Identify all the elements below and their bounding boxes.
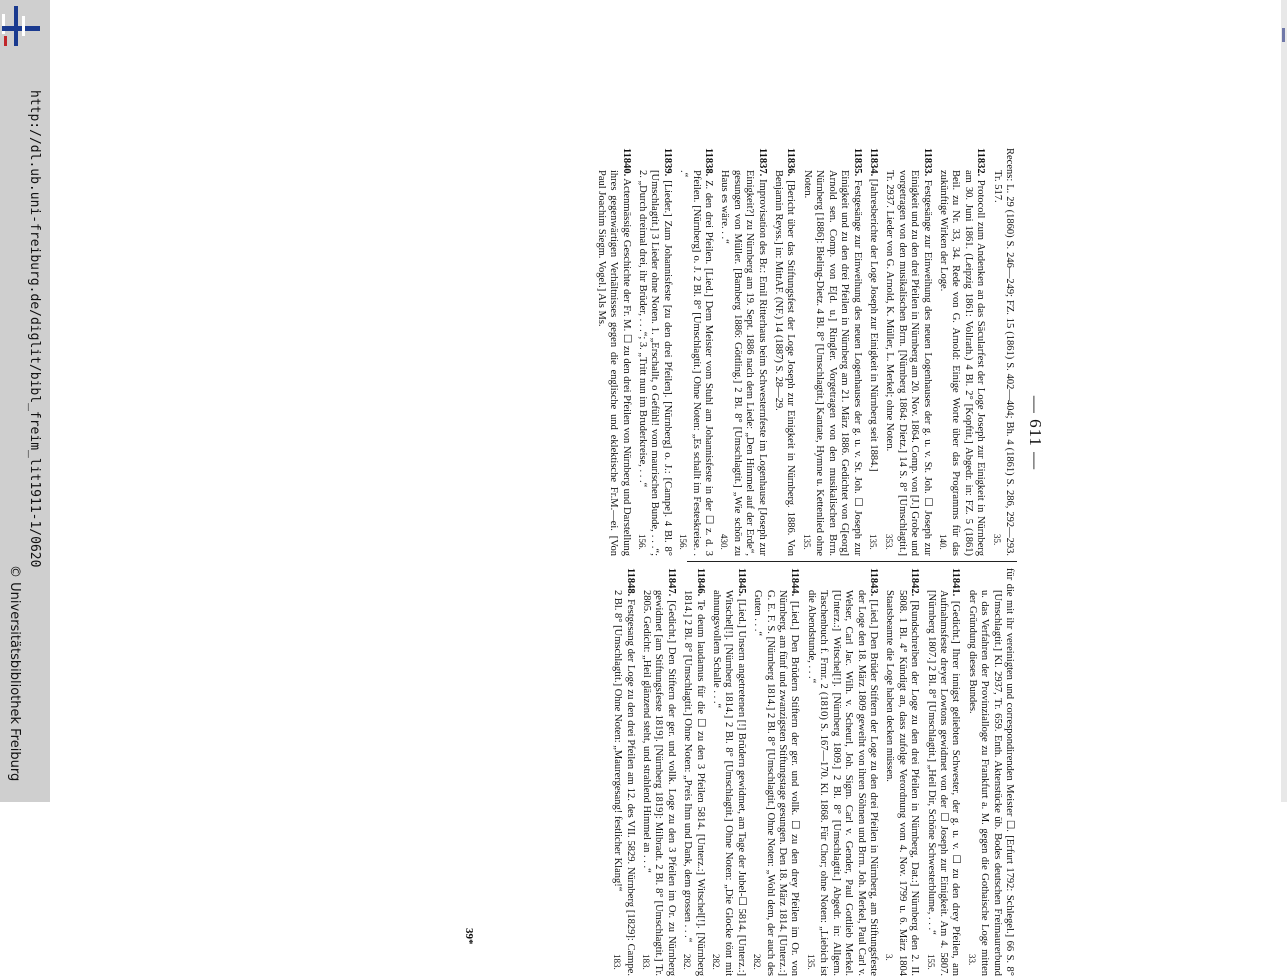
bibliography-entry: 11835. Festgesänge zur Einweihung des neuen Logenhauses der g. u. v. St. Joh. ☐ Joseph zur Einigkeit und zu den drei Pfeilen in Nürnberg am 21. März 1886. Gedichtet von G[eorg] Arnold sen. Comp. von E[d. u.] Ringler. Vorgetragen von den musikalischen Brrn. Nürnberg [1886]: Bieling-Dietz. 4 Bl. 8° [Umschlagtit.] Kantate, Hymne u. Kettenlied ohne Noten. 135.: [801, 148, 863, 557]
bibliography-entry: 11843. [Lied.] Den Brüder Stiftern der Loge zu den drei Pfeilen in Nürnberg, am Stiftungsfeste der Loge den 18. März 1809 geweiht von ihren Söhnen und Brrn. Joh. Merkel, Paul Carl v. Welser, Carl Jac. Wilh. v. Scheurl, Joh. Sigm. Carl v. Gender, Paul Gottlieb Merkel. [Unterz.:] Witschel[!]. [Nürnberg 1809.] 2 Bl. 8° [Umschlagtit.] Abgedr. in: Allgem. Taschenbuch f. Frmr. 2 (1810) S. 167—170. Kl. 1868. Für Chor; ohne Noten: „Liebich ist die Abendstunde, . . .“ 135.: [805, 568, 879, 976]
bibliography-entry: für die mit ihr vereinigten und correspondirenden Meister ☐. [Erfurt 1792: Schlegel.] 66 S. 8° [Umschlagtit.] Kl. 2937, Tr. 659. Enth. Aktenstücke üb. Bodes deutschen Freimaurerbund u. das Verfahren der Provinzialloge zu Frankfurt a. M. gegen die Gothaische Loge mitten der Gründung dieses Bundes. 33.: [966, 568, 1015, 976]
signature-mark: 39*: [463, 928, 475, 945]
entry-number: 11846.: [694, 568, 706, 597]
column-divider: [687, 561, 1017, 562]
entry-text: für die mit ihr vereinigten und correspondirenden Meister ☐. [Erfurt 1792: Schlegel.] 66 S. 8° [Umschlagtit.] Kl. 2937, Tr. 659. Enth. Aktenstücke üb. Bodes deutschen Freimaurerbund u. das Verfahren der Provinzialloge zu Frankfurt a. M. gegen die Gothaische Loge mitten der Gründung dieses Bundes.: [966, 568, 1015, 976]
entry-number: 11843.: [867, 568, 879, 597]
bibliography-entry: 11844. [Lied.] Den Brüdern Stiftern der ger. und vollk. ☐ zu den drey Pfeilen im Or. von Nürnberg, am fünf und zwanzigsten Stiftungstage gesungen. Den 18. März 1814. [Unterz.:] G. E. F. S. [Nürnberg 1814.] 2 Bl. 8° [Umschlagtit.] Ohne Noten: „Wohl dem, der auch des Guten . . .“ 282.: [752, 568, 801, 976]
bibliography-entry: 11832. Protocoll zum Andenken an das Säcularfest der Loge Joseph zur Einigkeit in Nürnberg am 30. Juni 1861. (Leipzig 1861: Vollrath.) 4 Bl. 2° [Kopftit.] Abgedr. in: FZ. 5 (1861) Beil. zu Nr. 33, 34. Rede von G. Arnold: Einige Worte über das Programms für das zukünftige Wirken der Loge. 140.: [937, 148, 987, 556]
scanned-page-viewport: [175, 0, 1275, 976]
entry-text: Actenmässige Geschichte der Fr. M. ☐ zu den drei Pfeilen von Nürnberg und Darstellung ihres gegenwärtigen Verhältnisses gegen die englische und eklektische Fr.M.—ei. [Von Paul Joachim Siegm. Vogel.] Als Ms.: [595, 170, 632, 556]
entry-number: 11845.: [735, 568, 747, 597]
entry-number: 11834.: [867, 148, 879, 177]
entry-number: 11837.: [756, 148, 768, 177]
page-number: — 611 —: [1026, 395, 1045, 471]
entry-number: 11833.: [921, 148, 933, 177]
bibliography-entry: 11841. [Gedicht.] Ihrer innigst geliebten Schwester, der g. u. v. ☐ zu den drey Pfeilen, am Aufnahmsfeste dreyer Lowtons gewidmet von der ☐ Joseph zur Einigkeit. Am 4. 5807. [Nürnberg 1807.] 2 Bl. 8° [Umschlagtit.] „Heil Dir, Schöne Schwesterblume, . . .“ 155.: [925, 568, 962, 976]
entry-text: [Lied.] Unsern angetretenen [!] Brüdern gewidmet, am Tage der Jubel-☐ 5814. [Unterz.:] Witschel[!]. [Nürnberg 1814.] 2 Bl. 8° [Umschlagtit.] Ohne Noten: „Die Glocke tönt mit ahnungsvollem Schalle . . .“: [711, 590, 747, 976]
bibliography-entry: 11837. Improvisation des Br.: Emil Ritterhaus beim Schwesternfeste im Logenhause [Joseph zur Einigkeit?] zu Nürnberg am 19. Sept. 1886 nach dem Liede: „Den Himmel auf der Erde“, gesungen von Müller. [Bamberg 1886: Göttling.] 2 Bl. 8° [Umschlagtit.] „Wie schön zu Haus es wäre. . .“ 430.: [719, 148, 768, 556]
entry-text: [Gedicht.] Den Stiftern der ger. und vollk. Loge zu den 3 Pfeilen im Or. zu Nürnberg gewidmet [am Stiftungsfeste 1819]. [Nürnberg 1819]: Milbradt. 2 Bl. 8° [Umschlagtit.] Tr. 2805. Gedicht: „Heil glänzend steht, und strahlend Himmel an . . .“: [641, 590, 677, 976]
bibliography-entry: 11845. [Lied.] Unsern angetretenen [!] Brüdern gewidmet, am Tage der Jubel-☐ 5814. [Unterz.:] Witschel[!]. [Nürnberg 1814.] 2 Bl. 8° [Umschlagtit.] Ohne Noten: „Die Glocke tönt mit ahnungsvollem Schalle . . .“ 282.: [711, 568, 747, 976]
right-column: [607, 568, 1015, 976]
viewer-sidebar: [0, 0, 50, 802]
entry-text: [Rundschreiben der Loge zu den drei Pfeilen in Nürnberg, Dat.:] Nürnberg den 2. II. 5808. 1 Bl. 4° Kündigt an, dass zufolge Verordnung vom 4. Nov. 1799 u. 6. März 1804 Staatsbeamte die Loge haben decken müssen.: [884, 590, 921, 976]
ub-freiburg-logo-icon: [0, 2, 48, 50]
entry-text: [Lied.] Den Brüder Stiftern der Loge zu den drei Pfeilen in Nürnberg, am Stiftungsfeste der Loge den 18. März 1809 geweiht von ihren Söhnen und Brrn. Joh. Merkel, Paul Carl v. Welser, Carl Jac. Wilh. v. Scheurl, Joh. Sigm. Carl v. Gender, Paul Gottlieb Merkel. [Unterz.:] Witschel[!]. [Nürnberg 1809.] 2 Bl. 8° [Umschlagtit.] Abgedr. in: Allgem. Taschenbuch f. Frmr. 2 (1810) S. 167—170. Kl. 1868. Für Chor; ohne Noten: „Liebich ist die Abendstunde, . . .“: [805, 590, 879, 976]
entry-text: [Gedicht.] Ihrer innigst geliebten Schwester, der g. u. v. ☐ zu den drey Pfeilen, am Aufnahmsfeste dreyer Lowtons gewidmet von der ☐ Joseph zur Einigkeit. Am 4. 5807. [Nürnberg 1807.] 2 Bl. 8° [Umschlagtit.] „Heil Dir, Schöne Schwesterblume, . . .“: [925, 590, 962, 976]
entry-text: [Jahresberichte der Loge Joseph zur Einigkeit in Nürnberg seit 1884.]: [867, 178, 879, 472]
bibliography-entry: 11838. Z. den drei Pfeilen. [Lied.] Dem Meister vom Stuhl am Johannisfeste in der ☐ z. d. 3 Pfeilen. [Nürnberg] o. J. 2 Bl. 8° [Umschlagtit.] Ohne Noten: „Es schallt im Festeskreise. . .“ 156.: [678, 148, 715, 557]
bibliography-entry: 11846. Te deum laudamus für die ☐ zu den 3 Pfeilen 5814. [Unterz.:] Witschel[!]. [Nürnberg 1814.] 2 Bl. 8° [Umschlagtit.] Ohne Noten: „Preis Ihm und Dank, dem grossen . . .“ 282.: [682, 568, 706, 976]
entry-number: 11839.: [661, 148, 673, 177]
entry-text: Te deum laudamus für die ☐ zu den 3 Pfeilen 5814. [Unterz.:] Witschel[!]. [Nürnberg 1814.] 2 Bl. 8° [Umschlagtit.] Ohne Noten: „Preis Ihm und Dank, dem grossen . . .“: [682, 590, 706, 976]
bibliography-entry: 11848. Festgesang der Loge zu den drei Pfeilen am 12. des VII. 5829. Nürnberg [1829]: Campe. 2 Bl. 8° [Umschlagtit.] Ohne Noten: „Maurergesang! festlicher Klang!“ 183.: [612, 568, 636, 976]
entry-number: 11840.: [620, 148, 632, 177]
bibliography-entry: 11839. [Lieder.] Zum Johannisfeste [zu den drei Pfeilen]. [Nürnberg] o. J.: [Campe]. 4 Bl. 8° [Umschlagtit.] 3 Lieder ohne Noten. 1. „Erschallt, o Gefühl! vom maurischen Bunde, . . .“; 2. „Durch dreimal drei, ihr Brüder, . . .“; 3. „Tritt nun im Bruderkreise, . . .“ 156.: [637, 148, 673, 557]
source-url[interactable]: http://dl.ub.uni-freiburg.de/diglit/bibl_freim_lit1911-1/0620: [27, 90, 42, 568]
entry-number: 11835.: [851, 148, 863, 177]
bibliography-entry: 11833. Festgesänge zur Einweihung des neuen Logenhauses der g. u. v. St. Joh. ☐ Joseph zur Einigkeit und zu den drei Pfeilen in Nürnberg am 20. Nov. 1864. Comp. von [J.] Grobe und vorgetragen von den musikalischen Brrn. [Nürnberg 1864: Dietz.] 14 S. 8° [Umschlagtit.] Tr. 2937. Lieder von G. Arnold, K. Müller, L. Merkel; ohne Noten. 353.: [884, 148, 933, 557]
left-column: [590, 148, 1015, 556]
entry-text: Festgesang der Loge zu den drei Pfeilen am 12. des VII. 5829. Nürnberg [1829]: Campe. 2 Bl. 8° [Umschlagtit.] Ohne Noten: „Maurergesang! festlicher Klang!“: [612, 590, 636, 976]
bibliography-entry: Recens: L. 29 (1860) S. 246—249; FZ. 15 (1861) S. 402—404; Bh. 4 (1861) S. 286, 292—293. Tr. 517. 35.: [991, 148, 1015, 556]
bibliography-entry: 11847. [Gedicht.] Den Stiftern der ger. und vollk. Loge zu den 3 Pfeilen im Or. zu Nürnberg gewidmet [am Stiftungsfeste 1819]. [Nürnberg 1819]: Milbradt. 2 Bl. 8° [Umschlagtit.] Tr. 2805. Gedicht: „Heil glänzend steht, und strahlend Himmel an . . .“ 183.: [641, 568, 677, 976]
entry-text: Festgesänge zur Einweihung des neuen Logenhauses der g. u. v. St. Joh. ☐ Joseph zur Einigkeit und zu den drei Pfeilen in Nürnberg am 21. März 1886. Gedichtet von G[eorg] Arnold sen. Comp. von E[d. u.] Ringler. Vorgetragen von den musikalischen Brrn. Nürnberg [1886]: Bieling-Dietz. 4 Bl. 8° [Umschlagtit.] Kantate, Hymne u. Kettenlied ohne Noten.: [801, 170, 863, 557]
entry-text: Recens: L. 29 (1860) S. 246—249; FZ. 15 (1861) S. 402—404; Bh. 4 (1861) S. 286, 292—293. Tr. 517.: [991, 148, 1015, 556]
scanned-page: [205, 148, 1045, 976]
scrollbar[interactable]: [1281, 0, 1287, 802]
page-header: [1019, 148, 1045, 718]
entry-text: Z. den drei Pfeilen. [Lied.] Dem Meister vom Stuhl am Johannisfeste in der ☐ z. d. 3 Pfeilen. [Nürnberg] o. J. 2 Bl. 8° [Umschlagtit.] Ohne Noten: „Es schallt im Festeskreise. . .“: [678, 170, 715, 557]
bibliography-entry: [772, 148, 797, 556]
scrollbar-thumb[interactable]: [1282, 28, 1285, 42]
entry-text: [Bericht über das Stiftungsfest der Loge Joseph zur Einigkeit in Nürnberg. 1886. Von Benjamin Reyss.] in: MittAF. (NF.) 14 (1887) S. 28—29.: [773, 170, 797, 557]
entry-text: [Lied.] Den Brüdern Stiftern der ger. und vollk. ☐ zu den drey Pfeilen im Or. von Nürnberg, am fünf und zwanzigsten Stiftungstage gesungen. Den 18. März 1814. [Unterz.:] G. E. F. S. [Nürnberg 1814.] 2 Bl. 8° [Umschlagtit.] Ohne Noten: „Wohl dem, der auch des Guten . . .“: [752, 590, 801, 976]
entry-number: 11842.: [909, 568, 921, 597]
entry-number: 11838.: [703, 148, 715, 177]
entry-number: 11841.: [950, 568, 962, 597]
entry-text: Improvisation des Br.: Emil Ritterhaus beim Schwesternfeste im Logenhause [Joseph zur Einigkeit?] zu Nürnberg am 19. Sept. 1886 nach dem Liede: „Den Himmel auf der Erde“, gesungen von Müller. [Bamberg 1886: Göttling.] 2 Bl. 8° [Umschlagtit.] „Wie schön zu Haus es wäre. . .“: [719, 170, 768, 556]
entry-text: Protocoll zum Andenken an das Säcularfest der Loge Joseph zur Einigkeit in Nürnberg am 30. Juni 1861. (Leipzig 1861: Vollrath.) 4 Bl. 2° [Kopftit.] Abgedr. in: FZ. 5 (1861) Beil. zu Nr. 33, 34. Rede von G. Arnold: Einige Worte über das Programms für das zukünftige Wirken der Loge.: [937, 170, 987, 556]
copyright-notice: © Universitätsbibliothek Freiburg: [7, 565, 22, 782]
bibliography-entry: 11834. [Jahresberichte der Loge Joseph zur Einigkeit in Nürnberg seit 1884.] 135.: [867, 148, 879, 550]
entry-number: 11832.: [975, 148, 987, 177]
bibliography-entry: 11842. [Rundschreiben der Loge zu den drei Pfeilen in Nürnberg, Dat.:] Nürnberg den 2. II. 5808. 1 Bl. 4° Kündigt an, dass zufolge Verordnung vom 4. Nov. 1799 u. 6. März 1804 Staatsbeamte die Loge haben decken müssen. 3.: [884, 568, 921, 976]
entry-text: Festgesänge zur Einweihung des neuen Logenhauses der g. u. v. St. Joh. ☐ Joseph zur Einigkeit und zu den drei Pfeilen in Nürnberg am 20. Nov. 1864. Comp. von [J.] Grobe und vorgetragen von den musikalischen Brrn. [Nürnberg 1864: Dietz.] 14 S. 8° [Umschlagtit.] Tr. 2937. Lieder von G. Arnold, K. Müller, L. Merkel; ohne Noten.: [884, 170, 933, 557]
bibliography-entry: [594, 148, 631, 556]
entry-number: 11847.: [665, 568, 677, 597]
entry-number: 11836.: [785, 148, 797, 177]
entry-number: 11848.: [624, 568, 636, 597]
entry-number: 11844.: [789, 568, 801, 597]
entry-text: [Lieder.] Zum Johannisfeste [zu den drei Pfeilen]. [Nürnberg] o. J.: [Campe]. 4 Bl. 8° [Umschlagtit.] 3 Lieder ohne Noten. 1. „Erschallt, o Gefühl! vom maurischen Bunde, . . .“; 2. „Durch dreimal drei, ihr Brüder, . . .“; 3. „Tritt nun im Bruderkreise, . . .“: [637, 170, 673, 557]
